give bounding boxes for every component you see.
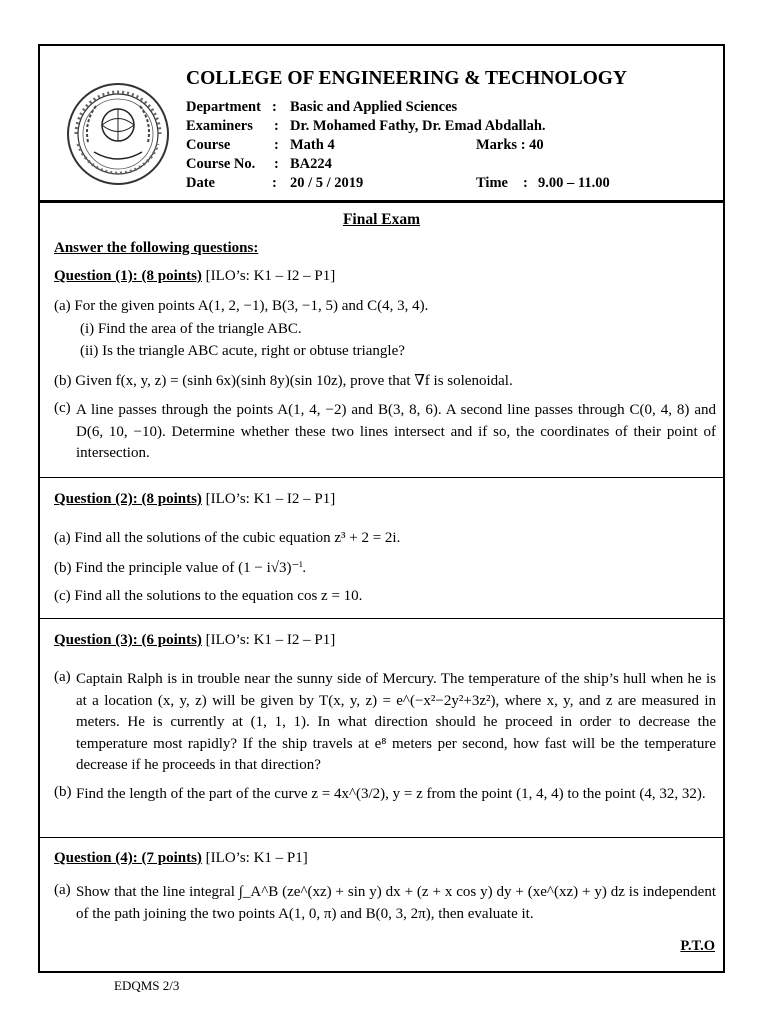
course-separator: : — [274, 137, 279, 153]
date-separator: : — [272, 175, 277, 191]
course-number-separator: : — [274, 156, 279, 172]
question-1-block — [40, 203, 723, 478]
question-1b: (b) Given f(x, y, z) = (sinh 6x)(sinh 8y)(sin 10z), prove that ∇f is solenoidal. — [54, 373, 513, 389]
date-label: Date — [186, 175, 215, 191]
exam-title: Final Exam — [342, 211, 421, 228]
question-2a: (a) Find all the solutions of the cubic equation z³ + 2 = 2i. — [54, 530, 401, 546]
question-4-block — [40, 838, 723, 973]
question-4-heading — [54, 850, 308, 867]
department-value: Basic and Applied Sciences — [290, 99, 458, 115]
marks-value: Marks : 40 — [476, 137, 544, 153]
examiners-value: Dr. Mohamed Fathy, Dr. Emad Abdallah. — [290, 118, 546, 134]
question-1-ilo: [ILO’s: K1 – I2 – P1] — [205, 268, 336, 284]
examiners-label: Examiners — [186, 118, 253, 134]
time-separator: : — [523, 175, 528, 191]
question-2c: (c) Find all the solutions to the equation cos z = 10. — [54, 588, 363, 604]
date-value: 20 / 5 / 2019 — [290, 175, 364, 191]
question-2-block — [40, 478, 723, 619]
question-4-title: Question (4): (7 points) — [54, 850, 202, 866]
question-1c: A line passes through the points A(1, 4, −2) and B(3, 8, 6). A second line passes through C(0, 4, 8) and D(6, 10, −10). Determine whether these two lines intersect and if so, the coordinates of their point of intersection. — [76, 402, 716, 461]
college-name: COLLEGE OF ENGINEERING & TECHNOLOGY — [186, 68, 627, 89]
question-1a: (a) For the given points A(1, 2, −1), B(3, −1, 5) and C(4, 3, 4). — [54, 298, 429, 314]
question-3-ilo: [ILO’s: K1 – I2 – P1] — [205, 632, 336, 648]
question-2-ilo: [ILO’s: K1 – I2 – P1] — [205, 491, 336, 507]
question-3-title: Question (3): (6 points) — [54, 632, 202, 648]
course-label: Course — [186, 137, 231, 153]
question-4-ilo: [ILO’s: K1 – P1] — [205, 850, 308, 866]
department-label: Department — [186, 99, 261, 115]
question-1-heading — [54, 268, 335, 285]
exam-header — [40, 46, 723, 203]
examiners-separator: : — [274, 118, 279, 134]
question-3a-label: (a) — [54, 669, 71, 685]
question-1a-i: (i) Find the area of the triangle ABC. — [80, 321, 302, 337]
question-3b: Find the length of the part of the curve z = 4x^(3/2), y = z from the point (1, 4, 4) to the point (4, 32, 32). — [76, 786, 706, 802]
pto-note: P.T.O — [680, 938, 715, 954]
question-3a: Captain Ralph is in trouble near the sunny side of Mercury. The temperature of the ship’s hull when he is at a location (x, y, z) will be given by T(x, y, z) = e^(−x²−2y²+3z²), where x, y, and z are measured in meters. He is currently at (1, 1, 1). In what direction should he proceed in order to decrease the temperature most rapidly? If the ship travels at e⁸ meters per second, how fast will be the temperature decrease if he proceeds in that direction? — [76, 671, 716, 773]
course-value: Math 4 — [290, 137, 335, 153]
question-3b-label: (b) — [54, 784, 72, 800]
course-number-label: Course No. — [186, 156, 256, 172]
college-logo — [66, 82, 170, 186]
course-number-value: BA224 — [290, 156, 332, 172]
question-4a-label: (a) — [54, 882, 71, 898]
exam-frame — [38, 44, 725, 973]
time-value: 9.00 – 11.00 — [538, 175, 610, 191]
department-separator: : — [272, 99, 277, 115]
question-2-title: Question (2): (8 points) — [54, 491, 202, 507]
question-3-heading — [54, 632, 335, 649]
question-3-block — [40, 619, 723, 838]
question-1-title: Question (1): (8 points) — [54, 268, 202, 284]
footer-code: EDQMS 2/3 — [114, 978, 180, 993]
question-2-heading — [54, 491, 335, 508]
question-1c-label: (c) — [54, 400, 71, 416]
instruction: Answer the following questions: — [54, 240, 259, 256]
question-1a-ii: (ii) Is the triangle ABC acute, right or obtuse triangle? — [80, 343, 405, 359]
question-2b: (b) Find the principle value of (1 − i√3)⁻ⁱ. — [54, 560, 307, 576]
time-label: Time — [476, 175, 508, 191]
question-4a: Show that the line integral ∫_A^B (ze^(xz) + sin y) dx + (z + x cos y) dy + (xe^(xz) + y) dz is independent of the path joining the two points A(1, 0, π) and B(0, 3, 2π), then evaluate it. — [76, 884, 716, 922]
